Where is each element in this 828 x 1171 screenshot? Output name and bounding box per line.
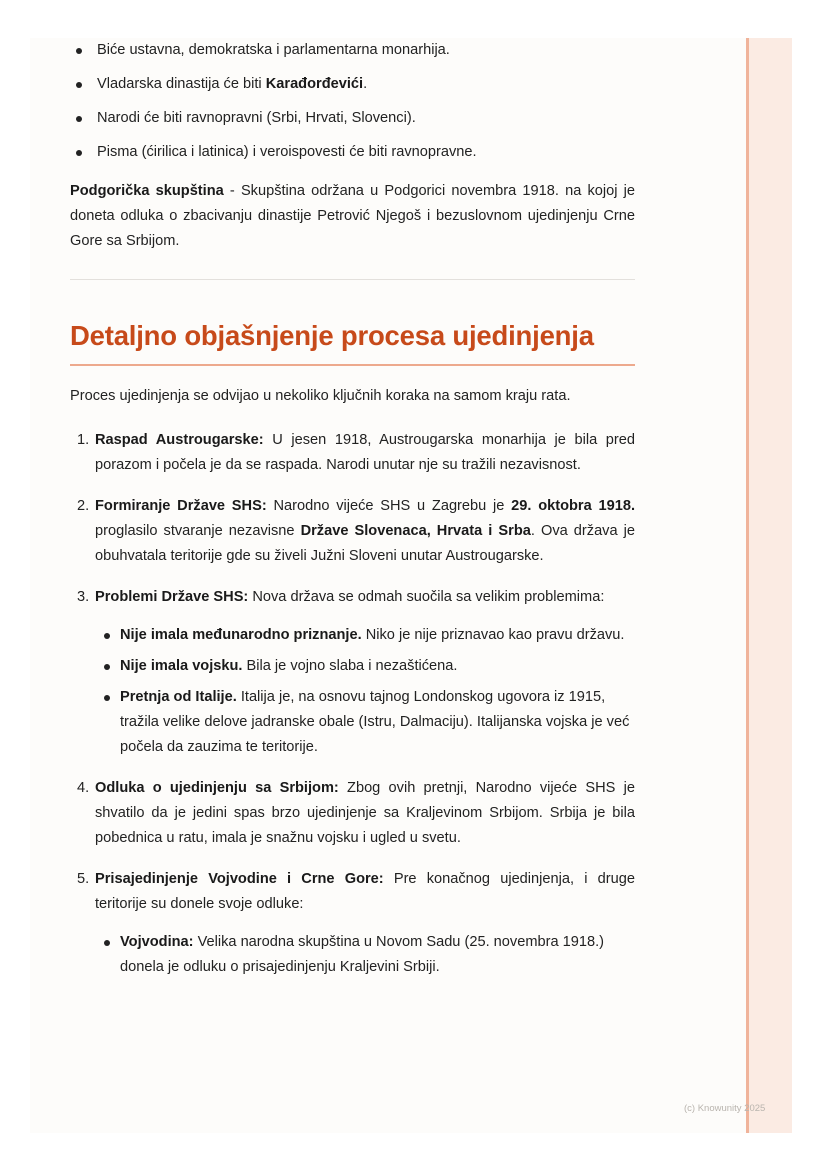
problems-sub-list (95, 623, 635, 760)
list-item: Vojvodina: Velika narodna skupština u Novom Sadu (25. novembra 1918.) donela je odluku o prisajedinjenju Kraljevini Srbiji. (95, 930, 635, 980)
step-item: 5. Prisajedinjenje Vojvodine i Crne Gore: Pre konačnog ujedinjenja, i druge teritorije su donele svoje odluke: Vojvodina: Velika narodna skupština u Novom Sadu (25. novembra 1918.) donela je odluku o prisajedinjenju Kraljevini Srbiji. (70, 867, 635, 980)
list-item: Narodi će biti ravnopravni (Srbi, Hrvati, Slovenci). (70, 106, 635, 131)
heading-underline (70, 364, 635, 366)
step-item: 3. Problemi Države SHS: Nova država se odmah suočila sa velikim problemima: Nije imala međunarodno priznanje. Niko je nije priznavao kao pravu državu. Nije imala vojsku. Bila je vojno slaba i nezaštićena. Pretnja od Italije. Italija je, na osnovu tajnog Londonskog ugovora iz 1915, tražila velike delove jadranske obale (Istru, Dalmaciju). Italijanska vojska je već počela da zauzima te teritorije. (70, 585, 635, 760)
document-content (70, 38, 635, 996)
list-item: Nije imala vojsku. Bila je vojno slaba i nezaštićena. (95, 654, 635, 679)
page-margin-line (746, 38, 749, 1133)
step-item: 4. Odluka o ujedinjenju sa Srbijom: Zbog ovih pretnji, Narodno vijeće SHS je shvatilo da je jedini spas brzo ujedinjenje sa Kraljevinom Srbijom. Srbija je bila pobednica u ratu, imala je snažnu vojsku i ugled u svetu. (77, 780, 635, 846)
list-item: Nije imala međunarodno priznanje. Niko je nije priznavao kao pravu državu. (95, 623, 635, 648)
constitution-bullet-list (70, 38, 635, 165)
copyright-footer: (c) Knowunity 2025 (684, 1103, 766, 1114)
territories-sub-list (95, 930, 635, 980)
definition-term: Podgorička skupština (70, 183, 224, 199)
page-margin-strip (748, 38, 792, 1133)
section-intro: Proces ujedinjenja se odvijao u nekoliko ključnih koraka na samom kraju rata. (70, 388, 571, 404)
list-item: Pisma (ćirilica i latinica) i veroispovesti će biti ravnopravne. (70, 140, 635, 165)
section-heading: Detaljno objašnjenje procesa ujedinjenja (70, 320, 594, 351)
section-divider (70, 279, 635, 280)
list-item: Biće ustavna, demokratska i parlamentarna monarhija. (70, 38, 635, 63)
definition-paragraph: Podgorička skupština - Skupština održana u Podgorici novembra 1918. na kojoj je doneta odluka o zbacivanju dinastije Petrović Njegoš i bezuslovnom ujedinjenju Crne Gore sa Srbijom. (70, 183, 636, 249)
list-item: Vladarska dinastija će biti Karađorđevići. (70, 72, 635, 97)
unification-steps-list (70, 428, 635, 980)
list-item: Pretnja od Italije. Italija je, na osnovu tajnog Londonskog ugovora iz 1915, tražila velike delove jadranske obale (Istru, Dalmaciju). Italijanska vojska je već počela da zauzima te teritorije. (95, 685, 635, 760)
step-item: 1. Raspad Austrougarske: U jesen 1918, Austrougarska monarhija je bila pred porazom i počela je da se raspada. Narodi unutar nje su tražili nezavisnost. (77, 432, 636, 473)
step-item: 2. Formiranje Države SHS: Narodno vijeće SHS u Zagrebu je 29. oktobra 1918. proglasilo stvaranje nezavisne Države Slovenaca, Hrvata i Srba. Ova država je obuhvatala teritorije gde su živeli Južni Sloveni unutar Austrougarske. (77, 498, 636, 564)
